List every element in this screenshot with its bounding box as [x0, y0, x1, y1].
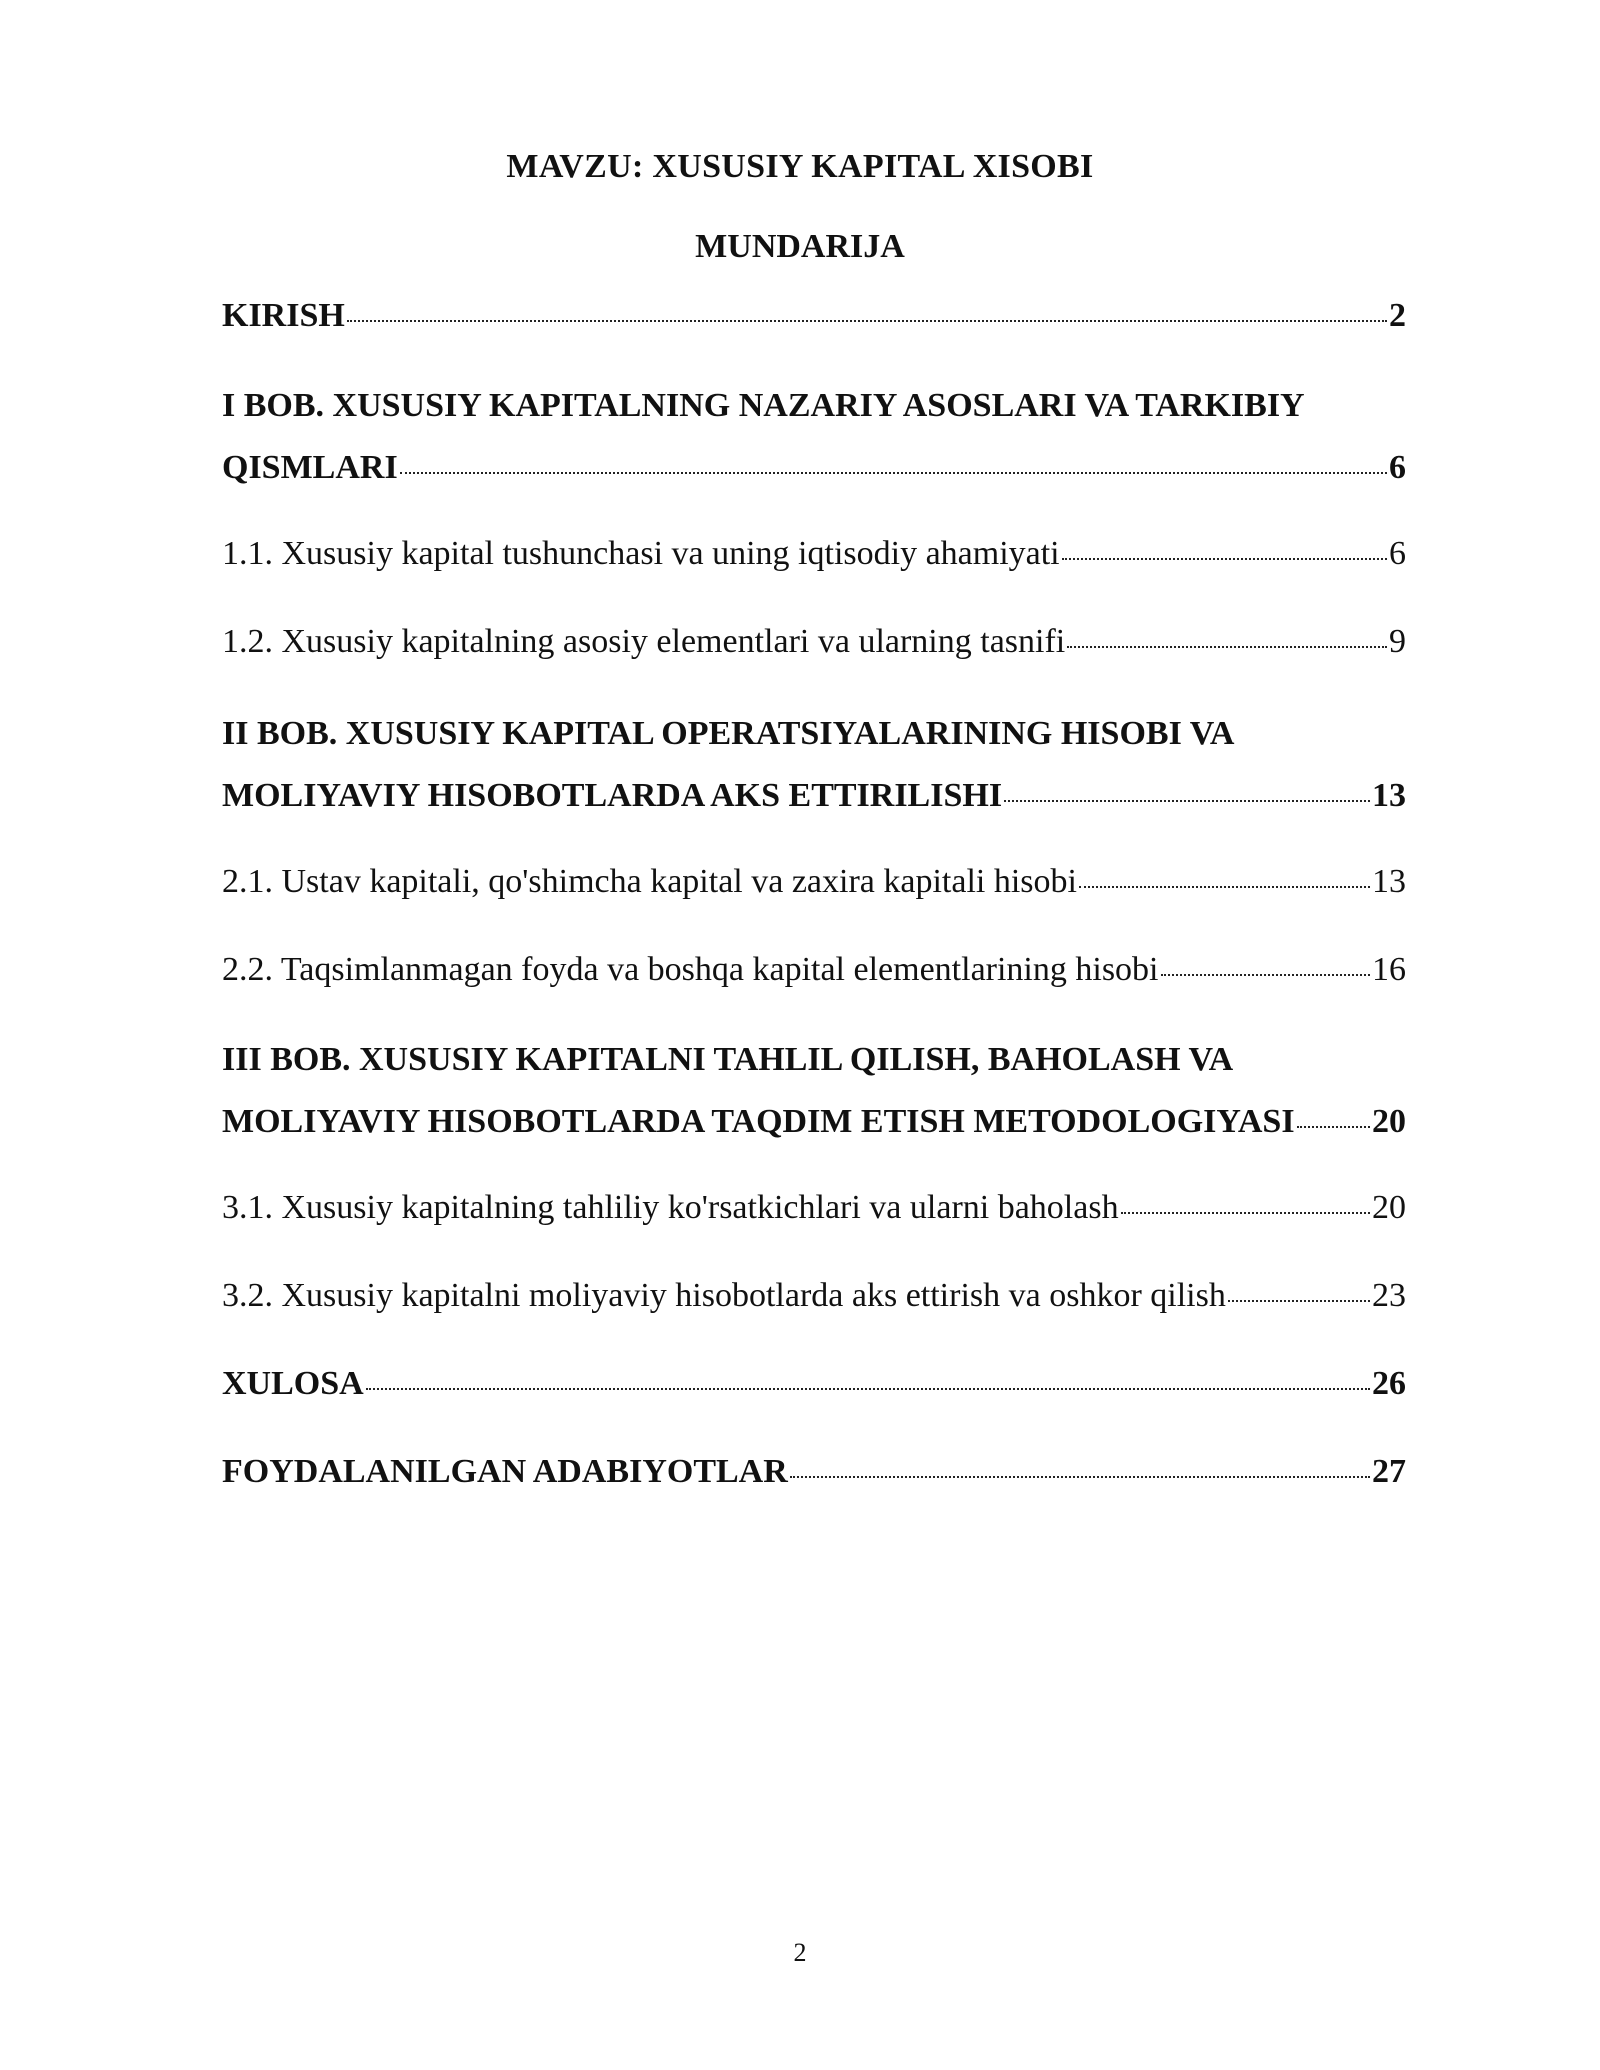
toc-entry-page-number: 20 [1372, 1189, 1406, 1226]
dot-leader [1004, 800, 1370, 802]
dot-leader [1161, 974, 1371, 976]
toc-entry-title: XULOSA [222, 1365, 364, 1402]
dot-leader [1228, 1300, 1370, 1302]
toc-entry-line [222, 1100, 1406, 1144]
toc-entry-page-number: 9 [1389, 623, 1406, 660]
toc-entry-title: MOLIYAVIY HISOBOTLARDA TAQDIM ETISH METODOLOGIYASI [222, 1103, 1295, 1140]
toc-entry[interactable] [222, 1186, 1406, 1230]
toc-entry-page-number: 13 [1372, 863, 1406, 900]
toc-entry-title: QISMLARI [222, 449, 398, 486]
dot-leader [366, 1388, 1370, 1390]
dot-leader [1121, 1212, 1370, 1214]
toc-entry-title: 2.1. Ustav kapitali, qo'shimcha kapital va zaxira kapitali hisobi [222, 863, 1077, 900]
toc-entry-page-number: 20 [1372, 1103, 1406, 1140]
toc-entry-title: 1.2. Xususiy kapitalning asosiy elementlari va ularning tasnifi [222, 623, 1066, 660]
toc-entry-line [222, 620, 1406, 664]
dot-leader [790, 1476, 1370, 1478]
toc-entry-line [222, 774, 1406, 818]
toc-entry-line [222, 1362, 1406, 1406]
toc-entry[interactable] [222, 620, 1406, 664]
toc-entry-title: 1.1. Xususiy kapital tushunchasi va uning iqtisodiy ahamiyati [222, 535, 1060, 572]
toc-entry-page-number: 16 [1372, 951, 1406, 988]
toc-entry-page-number: 6 [1389, 449, 1406, 486]
toc-entry-line [222, 532, 1406, 576]
dot-leader [1067, 646, 1387, 648]
dot-leader [1079, 886, 1370, 888]
toc-entry-title: 3.2. Xususiy kapitalni moliyaviy hisobotlarda aks ettirish va oshkor qilish [222, 1277, 1226, 1314]
toc-entry-line [222, 948, 1406, 992]
toc-entry[interactable] [222, 294, 1406, 338]
toc-entry[interactable] [222, 384, 1406, 490]
toc-entry-line [222, 860, 1406, 904]
toc-heading: MUNDARIJA [695, 228, 905, 265]
page-number: 2 [793, 1938, 807, 1967]
toc-entry[interactable] [222, 948, 1406, 992]
dot-leader [347, 320, 1387, 322]
toc-entry-line [222, 1186, 1406, 1230]
toc-entry-title: 2.2. Taqsimlanmagan foyda va boshqa kapital elementlarining hisobi [222, 951, 1159, 988]
toc-entry-page-number: 23 [1372, 1277, 1406, 1314]
toc-entry-line [222, 294, 1406, 338]
toc-entry[interactable] [222, 1274, 1406, 1318]
toc-entry-page-number: 27 [1372, 1453, 1406, 1490]
toc-entry-page-number: 6 [1389, 535, 1406, 572]
dot-leader [1062, 558, 1387, 560]
toc-entry-title: 3.1. Xususiy kapitalning tahliliy ko'rsatkichlari va ularni baholash [222, 1189, 1119, 1226]
toc-entry-line [222, 384, 1406, 428]
toc-entry-title: MOLIYAVIY HISOBOTLARDA AKS ETTIRILISHI [222, 777, 1003, 814]
toc-entry-line [222, 1274, 1406, 1318]
toc-entry[interactable] [222, 532, 1406, 576]
toc-entry[interactable] [222, 1362, 1406, 1406]
toc-entry[interactable] [222, 1038, 1406, 1144]
toc-entry-title: III BOB. XUSUSIY KAPITALNI TAHLIL QILISH, BAHOLASH VA [222, 1041, 1234, 1078]
toc-entry[interactable] [222, 1450, 1406, 1494]
dot-leader [400, 472, 1387, 474]
toc-entry-page-number: 2 [1389, 297, 1406, 334]
toc-entry[interactable] [222, 712, 1406, 818]
toc-entry-page-number: 13 [1372, 777, 1406, 814]
toc-entry-title: FOYDALANILGAN ADABIYOTLAR [222, 1453, 788, 1490]
document-title: MAVZU: XUSUSIY KAPITAL XISOBI [506, 148, 1094, 185]
toc-entry-line [222, 1450, 1406, 1494]
toc-entry-title: I BOB. XUSUSIY KAPITALNING NAZARIY ASOSLARI VA TARKIBIY [222, 387, 1305, 424]
toc-entry-line [222, 712, 1406, 756]
toc-entry-line [222, 446, 1406, 490]
toc-entry-page-number: 26 [1372, 1365, 1406, 1402]
toc-entry-title: KIRISH [222, 297, 345, 334]
toc-entry-title: II BOB. XUSUSIY KAPITAL OPERATSIYALARINING HISOBI VA [222, 715, 1235, 752]
toc-entry-line [222, 1038, 1406, 1082]
dot-leader [1297, 1126, 1370, 1128]
toc-entry[interactable] [222, 860, 1406, 904]
